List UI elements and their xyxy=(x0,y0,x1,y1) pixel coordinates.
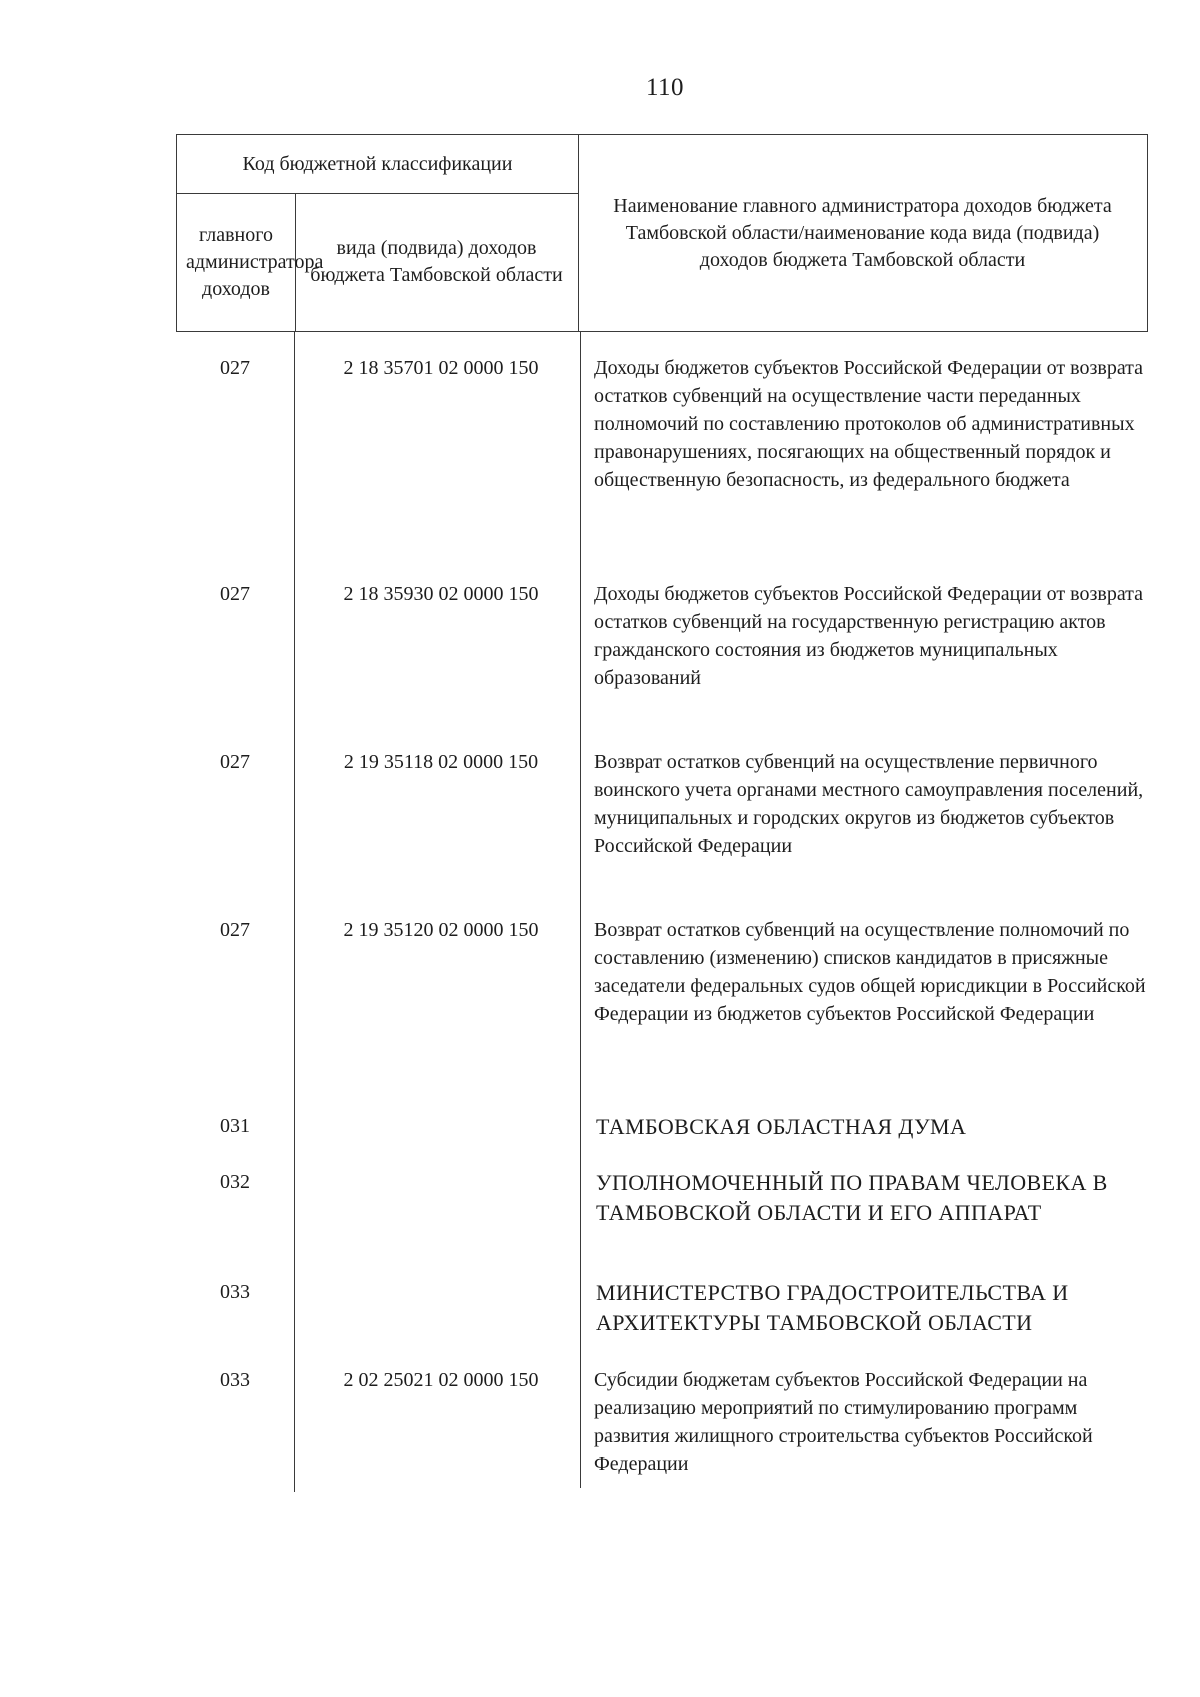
row-admin-code: 032 xyxy=(220,1171,250,1193)
header-col-admin-label: главного администратора доходов xyxy=(186,223,324,300)
table-header xyxy=(176,134,1148,332)
row-name: Доходы бюджетов субъектов Российской Федерации от возврата остатков субвенций на осуществление части переданных полномочий по составлению протоколов об административных правонарушениях, посягающих на общественный порядок и общественную безопасность, из федерального бюджета xyxy=(594,357,1144,491)
header-col-admin xyxy=(177,193,324,331)
row-kind-code: 2 18 35701 02 0000 150 xyxy=(343,357,539,379)
row-name: МИНИСТЕРСТВО ГРАДОСТРОИТЕЛЬСТВА И АРХИТЕКТУРЫ ТАМБОВСКОЙ ОБЛАСТИ xyxy=(596,1280,1069,1335)
row-admin-code: 027 xyxy=(220,357,250,379)
row-kind-code: 2 18 35930 02 0000 150 xyxy=(343,583,539,605)
row-admin-code: 033 xyxy=(220,1281,250,1303)
row-admin-code: 027 xyxy=(220,583,250,605)
header-col-name: Наименование главного администратора доходов бюджета Тамбовской области/наименование кода вида (подвида) доходов бюджета Тамбовской области xyxy=(613,194,1112,271)
row-kind-code: 2 19 35118 02 0000 150 xyxy=(343,751,539,773)
page-number: 110 xyxy=(645,74,685,101)
row-admin-code: 033 xyxy=(220,1369,250,1391)
row-admin-code: 027 xyxy=(220,751,250,773)
row-kind-code: 2 02 25021 02 0000 150 xyxy=(343,1369,539,1391)
header-group-title: Код бюджетной классификации xyxy=(242,152,513,175)
header-col-kind: вида (подвида) доходов бюджета Тамбовской области xyxy=(310,237,563,286)
row-admin-code: 031 xyxy=(220,1115,250,1137)
row-name: Доходы бюджетов субъектов Российской Федерации от возврата остатков субвенций на государственную регистрацию актов гражданского состояния из бюджетов муниципальных образований xyxy=(594,583,1144,689)
row-name: Возврат остатков субвенций на осуществление полномочий по составлению (изменению) списков кандидатов в присяжные заседатели федеральных судов общей юрисдикции в Российской Федерации из бюджетов субъектов Российской Федерации xyxy=(594,919,1146,1025)
row-name: УПОЛНОМОЧЕННЫЙ ПО ПРАВАМ ЧЕЛОВЕКА В ТАМБОВСКОЙ ОБЛАСТИ И ЕГО АППАРАТ xyxy=(596,1170,1108,1225)
row-name: Субсидии бюджетам субъектов Российской Федерации на реализацию мероприятий по стимулированию программ развития жилищного строительства субъектов Российской Федерации xyxy=(594,1369,1093,1475)
row-name: Возврат остатков субвенций на осуществление первичного воинского учета органами местного самоуправления поселений, муниципальных и городских округов из бюджетов субъектов Российской Федерации xyxy=(594,751,1144,857)
row-name: ТАМБОВСКАЯ ОБЛАСТНАЯ ДУМА xyxy=(596,1114,967,1139)
row-kind-code: 2 19 35120 02 0000 150 xyxy=(343,919,539,941)
row-admin-code: 027 xyxy=(220,919,250,941)
column-divider-2 xyxy=(580,332,581,1488)
column-divider-1 xyxy=(294,332,295,1492)
